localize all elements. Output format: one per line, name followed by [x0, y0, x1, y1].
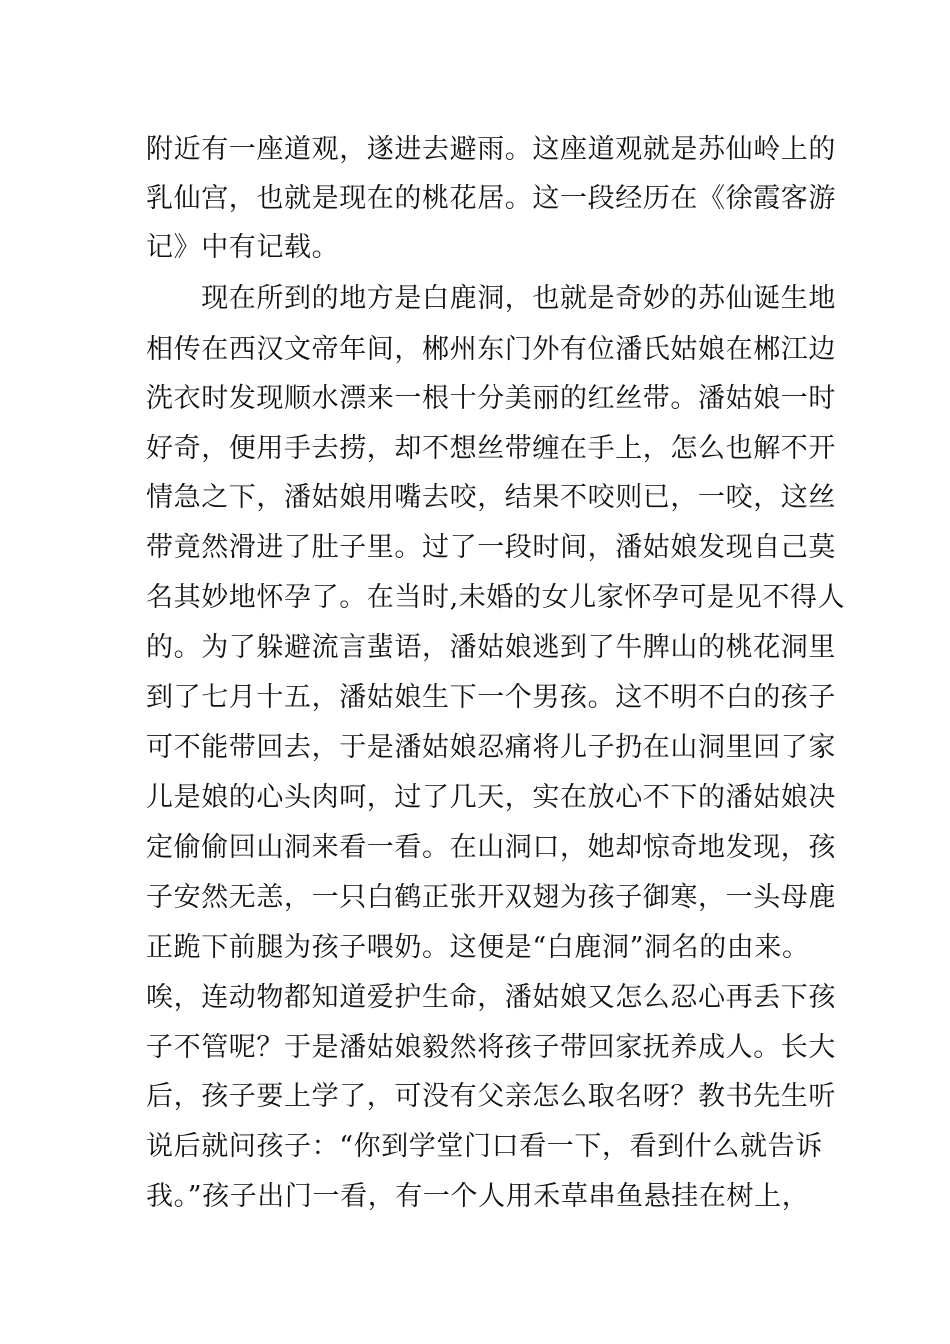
text-line: 乳仙宫，也就是现在的桃花居。这一段经历在《徐霞客游 [146, 183, 836, 214]
text-line: 可不能带回去，于是潘姑娘忍痛将儿子扔在山洞里回了家 [146, 732, 836, 763]
text-line: 说后就问孩子：“你到学堂门口看一下，看到什么就告诉 [146, 1131, 823, 1162]
text-line: 我。”孩子出门一看，有一个人用禾草串鱼悬挂在树上， [146, 1181, 810, 1212]
text-line: 情急之下，潘姑娘用嘴去咬，结果不咬则已，一咬，这丝 [146, 482, 836, 513]
text-line: 子不管呢？于是潘姑娘毅然将孩子带回家抚养成人。长大 [146, 1032, 836, 1063]
text-line: 的。为了躲避流言蜚语，潘姑娘逃到了牛脾山的桃花洞里 [146, 632, 836, 663]
text-line: 定偷偷回山洞来看一看。在山洞口，她却惊奇地发现，孩 [146, 832, 836, 863]
text-line: 唉，连动物都知道爱护生命，潘姑娘又怎么忍心再丢下孩 [146, 982, 836, 1013]
text-line: 记》中有记载。 [146, 232, 340, 263]
text-line: 到了七月十五，潘姑娘生下一个男孩。这不明不白的孩子 [146, 682, 836, 713]
text-line: 儿是娘的心头肉呵，过了几天，实在放心不下的潘姑娘决 [146, 782, 836, 813]
text-line: 附近有一座道观，遂进去避雨。这座道观就是苏仙岭上的 [146, 134, 836, 165]
text-line: 正跪下前腿为孩子喂奶。这便是“白鹿洞”洞名的由来。 [146, 932, 810, 963]
text-line: 带竟然滑进了肚子里。过了一段时间，潘姑娘发现自己莫 [146, 532, 836, 563]
text-line: 后，孩子要上学了，可没有父亲怎么取名呀？教书先生听 [146, 1081, 836, 1112]
text-line: 名其妙地怀孕了。在当时,未婚的女儿家怀孕可是见不得人 [146, 582, 846, 613]
text-line: 现在所到的地方是白鹿洞，也就是奇妙的苏仙诞生地 [146, 283, 836, 314]
text-line: 好奇，便用手去捞，却不想丝带缠在手上，怎么也解不开 [146, 433, 836, 464]
text-line: 相传在西汉文帝年间，郴州东门外有位潘氏姑娘在郴江边 [146, 334, 836, 365]
text-line: 洗衣时发现顺水漂来一根十分美丽的红丝带。潘姑娘一时 [146, 383, 836, 414]
text-line: 子安然无恙，一只白鹤正张开双翅为孩子御寒，一头母鹿 [146, 882, 836, 913]
